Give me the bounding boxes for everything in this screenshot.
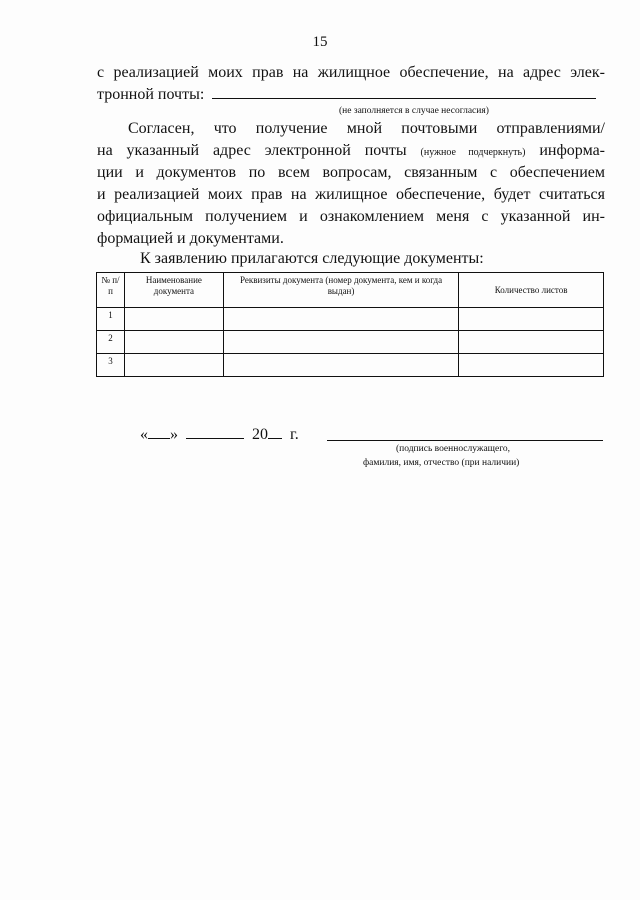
header-sheet-count: Количество листов xyxy=(459,273,604,308)
cell-document-name xyxy=(124,354,223,377)
cell-sheet-count xyxy=(459,331,604,354)
cell-sheet-count xyxy=(459,354,604,377)
row-number: 3 xyxy=(97,354,125,377)
para1-line1: с реализацией моих прав на жилищное обеспечение, на адрес элек- xyxy=(97,64,605,81)
para2-line2-a: на указанный адрес электронной почты xyxy=(97,142,407,159)
cell-document-details xyxy=(223,308,458,331)
email-note: (не заполняется в случае несогласия) xyxy=(339,106,489,116)
cell-document-name xyxy=(124,308,223,331)
date-open-quote: « xyxy=(140,426,148,443)
para2-line4: и реализацией моих прав на жилищное обеспечение, будет считаться xyxy=(97,186,605,203)
para2-line5: официальным получением и ознакомлением меня с указанной ин- xyxy=(97,208,605,225)
para2-line6: формацией и документами. xyxy=(97,230,284,247)
table-header-row xyxy=(97,273,604,308)
date-close-quote: » xyxy=(170,426,178,443)
month-blank-line xyxy=(186,424,244,439)
year-prefix: 20 xyxy=(252,426,268,443)
para2-line2-b: информа- xyxy=(539,142,606,159)
row-number: 2 xyxy=(97,331,125,354)
signature-line xyxy=(327,440,603,441)
cell-document-details xyxy=(223,331,458,354)
email-label: тронной почты: xyxy=(97,86,205,103)
header-document-details: Реквизиты документа (номер документа, кем и когда выдан) xyxy=(223,273,458,308)
para1-line2 xyxy=(97,84,605,106)
signature-caption-2: фамилия, имя, отчество (при наличии) xyxy=(363,458,520,468)
attachments-intro: К заявлению прилагаются следующие документы: xyxy=(140,250,484,267)
year-blank-line xyxy=(268,424,282,439)
cell-document-name xyxy=(124,331,223,354)
table-row xyxy=(97,331,604,354)
para2-line3: ции и документов по всем вопросам, связанным с обеспечением xyxy=(97,164,605,181)
row-number: 1 xyxy=(97,308,125,331)
documents-table xyxy=(96,272,604,377)
para2-line2 xyxy=(97,140,605,164)
cell-document-details xyxy=(223,354,458,377)
para2-line1: Согласен, что получение мной почтовыми отправлениями/ xyxy=(128,120,605,137)
email-blank-line xyxy=(212,84,596,99)
table-row xyxy=(97,354,604,377)
cell-sheet-count xyxy=(459,308,604,331)
table-row xyxy=(97,308,604,331)
day-blank-line xyxy=(148,424,170,439)
para2-line2-note: (нужное подчеркнуть) xyxy=(420,147,526,158)
header-number: № п/п xyxy=(97,273,125,308)
date-field xyxy=(140,424,299,444)
year-suffix: г. xyxy=(290,426,299,443)
header-document-name: Наименование документа xyxy=(124,273,223,308)
signature-caption-1: (подпись военнослужащего, xyxy=(396,444,510,454)
page-number: 15 xyxy=(312,34,328,50)
